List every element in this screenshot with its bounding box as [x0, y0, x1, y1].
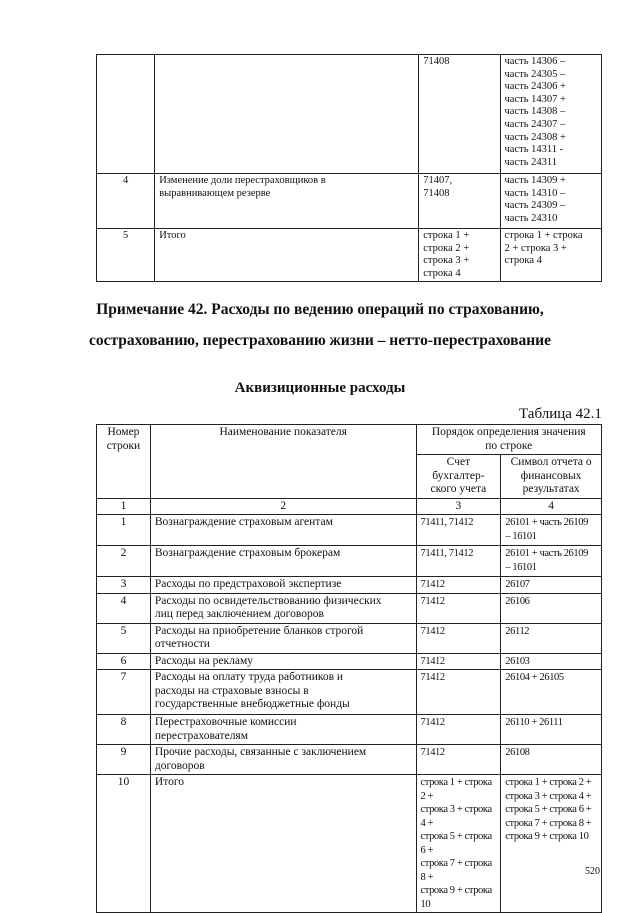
report-symbol-cell: 26110 + 26111: [501, 715, 602, 745]
note-heading-line-1: Примечание 42. Расходы по ведению операций по страхованию,: [96, 301, 544, 318]
column-number-row: [97, 498, 602, 515]
table-row: [97, 55, 602, 174]
account-cell: 71412: [416, 653, 501, 670]
account-cell: 71412: [416, 715, 501, 745]
report-symbol-cell: часть 14309 + часть 14310 – часть 24309 – часть 24310: [500, 174, 601, 229]
table-row: [97, 715, 602, 745]
report-symbol-cell: 26101 + часть 26109 – 16101: [501, 515, 602, 546]
indicator-name-cell: Итого: [150, 775, 416, 913]
table-row: [97, 623, 602, 653]
indicator-name-cell: Расходы на рекламу: [150, 653, 416, 670]
report-symbol-cell: строка 1 + строка 2 + строка 3 + строка 4: [500, 229, 601, 282]
table-row: [97, 174, 602, 229]
indicator-name-cell: Вознаграждение страховым агентам: [150, 515, 416, 546]
table-row: [97, 745, 602, 775]
row-number-cell: 9: [97, 745, 151, 775]
column-number: 4: [501, 498, 602, 515]
indicator-name-cell: Расходы на оплату труда работников и расходы на страховые взносы в государственные внебюджетные фонды: [150, 670, 416, 715]
table-row: [97, 546, 602, 577]
row-number-cell: 4: [97, 174, 155, 229]
indicator-name-cell: Расходы по освидетельствованию физических лиц перед заключением договоров: [150, 593, 416, 623]
table-row: [97, 670, 602, 715]
account-cell: 71412: [416, 670, 501, 715]
report-symbol-cell: 26104 + 26105: [501, 670, 602, 715]
indicator-name-cell: Изменение доли перестраховщиков в выравнивающем резерве: [155, 174, 419, 229]
row-number-cell: 5: [97, 623, 151, 653]
account-cell: 71412: [416, 593, 501, 623]
report-symbol-cell: 26107: [501, 577, 602, 594]
report-symbol-cell: строка 1 + строка 2 + строка 3 + строка 4 + строка 5 + строка 6 + строка 7 + строка 8 + строка 9 + строка 10: [501, 775, 602, 913]
table-row: [97, 229, 602, 282]
account-cell: 71411, 71412: [416, 515, 501, 546]
header-row-number: Номер строки: [97, 425, 151, 499]
report-symbol-cell: 26106: [501, 593, 602, 623]
acquisition-expenses-table: [96, 424, 602, 913]
account-cell: 71411, 71412: [416, 546, 501, 577]
column-number: 3: [416, 498, 501, 515]
note-heading: [0, 294, 640, 356]
column-number: 1: [97, 498, 151, 515]
section-title: Аквизиционные расходы: [234, 380, 406, 396]
account-cell: строка 1 + строка 2 + строка 3 + строка 4: [419, 229, 500, 282]
indicator-name-cell: Итого: [155, 229, 419, 282]
account-cell: 71407, 71408: [419, 174, 500, 229]
row-number-cell: 4: [97, 593, 151, 623]
row-number-cell: 6: [97, 653, 151, 670]
account-cell: 71412: [416, 623, 501, 653]
column-number: 2: [150, 498, 416, 515]
row-number-cell: 2: [97, 546, 151, 577]
report-symbol-cell: 26101 + часть 26109 – 16101: [501, 546, 602, 577]
row-number-cell: 10: [97, 775, 151, 913]
continued-table: [96, 54, 602, 282]
indicator-name-cell: [155, 55, 419, 174]
indicator-name-cell: Расходы на приобретение бланков строгой отчетности: [150, 623, 416, 653]
report-symbol-cell: 26103: [501, 653, 602, 670]
table-row: [97, 577, 602, 594]
continued-table-body: [97, 55, 602, 282]
header-order: Порядок определения значения по строке: [416, 425, 602, 455]
account-cell: 71408: [419, 55, 500, 174]
report-symbol-cell: 26108: [501, 745, 602, 775]
account-cell: 71412: [416, 745, 501, 775]
account-cell: 71412: [416, 577, 501, 594]
table-row: [97, 593, 602, 623]
note-heading-line-2: сострахованию, перестрахованию жизни – нетто-перестрахование: [88, 332, 551, 349]
table-header-row: [97, 425, 602, 455]
report-symbol-cell: 26112: [501, 623, 602, 653]
indicator-name-cell: Расходы по предстраховой экспертизе: [150, 577, 416, 594]
header-report-symbol: Символ отчета о финансовых результатах: [501, 455, 602, 499]
row-number-cell: 3: [97, 577, 151, 594]
indicator-name-cell: Вознаграждение страховым брокерам: [150, 546, 416, 577]
row-number-cell: 7: [97, 670, 151, 715]
row-number-cell: 8: [97, 715, 151, 745]
account-cell: строка 1 + строка 2 + строка 3 + строка 4 + строка 5 + строка 6 + строка 7 + строка 8 + строка 9 + строка 10: [416, 775, 501, 913]
header-indicator-name: Наименование показателя: [150, 425, 416, 499]
indicator-name-cell: Перестраховочные комиссии перестрахователям: [150, 715, 416, 745]
table-caption: Таблица 42.1: [519, 406, 602, 422]
row-number-cell: 1: [97, 515, 151, 546]
header-account: Счет бухгалтер- ского учета: [416, 455, 501, 499]
table-row: [97, 515, 602, 546]
table-row: [97, 775, 602, 913]
page-number: 520: [585, 866, 600, 877]
report-symbol-cell: часть 14306 – часть 24305 – часть 24306 + часть 14307 + часть 14308 – часть 24307 – часть 24308 + часть 14311 - часть 24311: [500, 55, 601, 174]
table-row: [97, 653, 602, 670]
row-number-cell: 5: [97, 229, 155, 282]
row-number-cell: [97, 55, 155, 174]
acquisition-expenses-table-body: [97, 515, 602, 913]
indicator-name-cell: Прочие расходы, связанные с заключением договоров: [150, 745, 416, 775]
